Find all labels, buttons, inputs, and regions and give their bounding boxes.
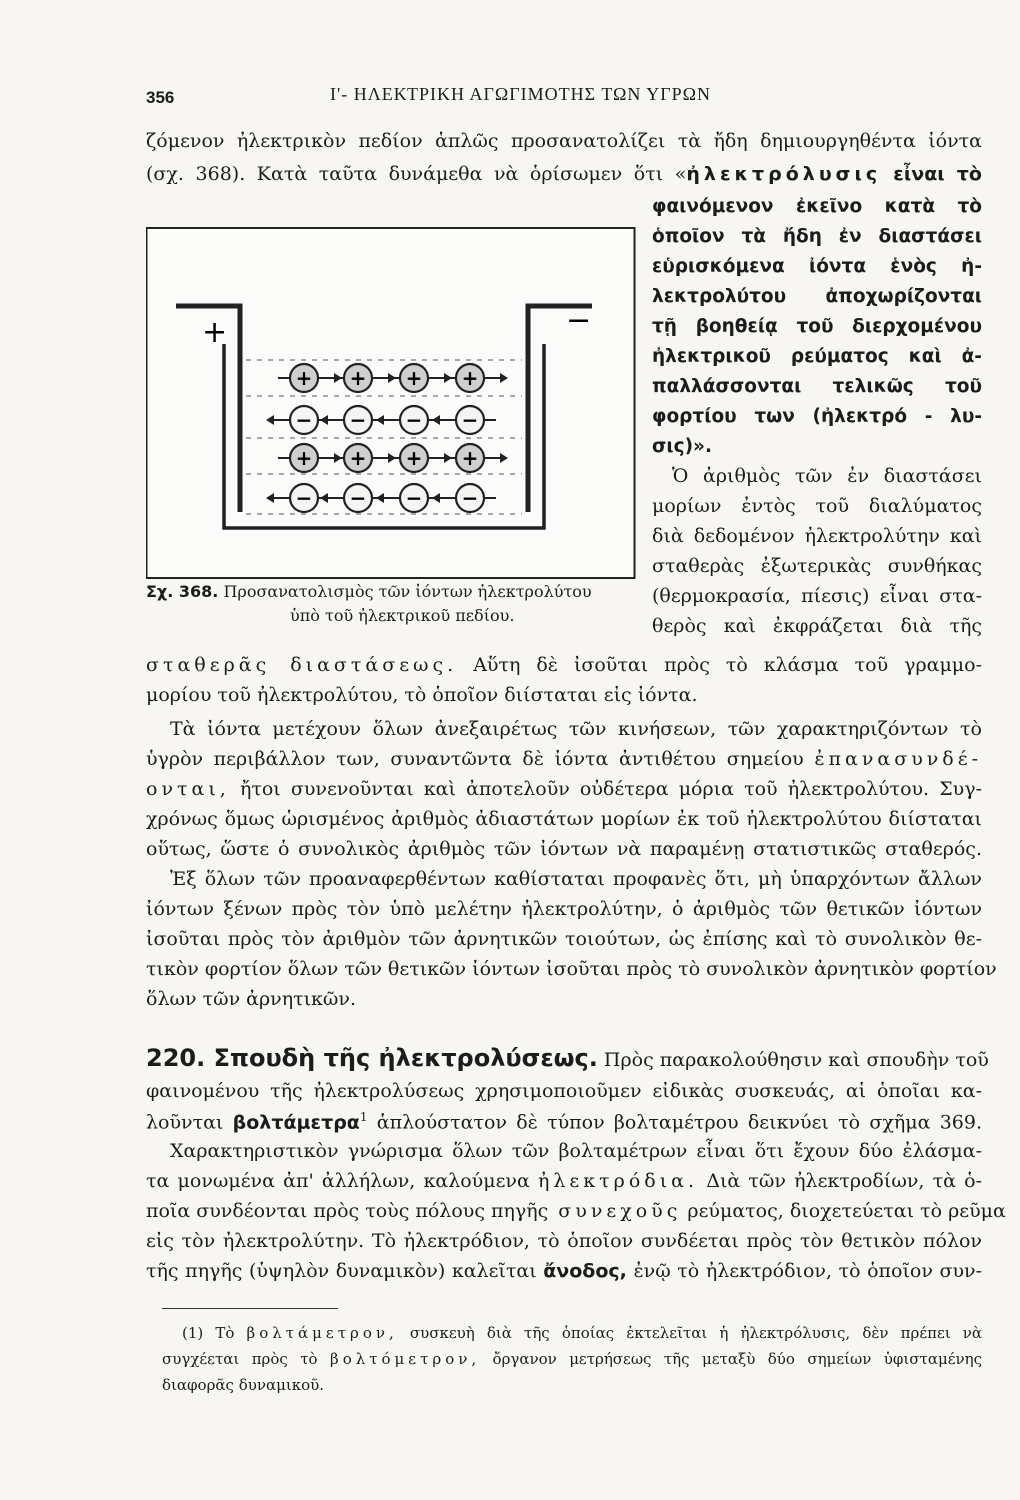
para2-line — [146, 748, 982, 770]
figure-frame — [147, 228, 635, 578]
intro-line-2-bold: εἶναι τὸ — [881, 163, 982, 185]
negative-ion-sign: − — [349, 486, 367, 510]
para2-line: χρόνως ὅμως ὡρισμένος ἀριθμὸς ἀδιαστάτων μορίων ἐκ τοῦ ἠλεκτρολύτου διίσταται — [146, 808, 982, 830]
footnote-text: συσκευὴ διὰ τῆς ὁποίας ἐκτελεῖται ἡ ἠλεκτρόλυσις, δὲν πρέπει νὰ — [397, 1324, 982, 1342]
definition-line: λεκτρολύτου ἀποχωρίζονται — [652, 286, 982, 307]
term-voltmeter: βολτόμετρον, — [330, 1350, 481, 1368]
term-anode: ἄνοδος, — [543, 1260, 627, 1282]
negative-ion-sign: − — [349, 408, 367, 432]
side-text-line: διὰ δεδομένον ἠλεκτρολύτην καὶ — [652, 525, 982, 547]
para2-text: ἤτοι συνενοῦνται καὶ ἀποτελοῦν οὐδέτερα μόρια τοῦ ἠλεκτρολύτου. Συγ- — [229, 778, 982, 800]
para2-line: ἰόντων ξένων πρὸς τὸν ὑπὸ μελέτην ἠλεκτρολύτην, ὁ ἀριθμὸς τῶν θετικῶν ἰόντων — [146, 898, 982, 920]
term-continuous: συνεχοῦς — [548, 1200, 682, 1222]
negative-ion-sign: − — [405, 408, 423, 432]
footnote-line: διαφορᾶς δυναμικοῦ. — [162, 1376, 325, 1394]
para1-line-1-text: Αὕτη δὲ ἰσοῦται πρὸς τὸ κλάσμα τοῦ γραμμο- — [457, 654, 983, 676]
definition-line: τῇ βοηθείᾳ τοῦ διερχομένου — [652, 316, 982, 337]
para2-line: ἰσοῦται πρὸς τὸν ἀριθμὸν τῶν ἀρνητικῶν τοιούτων, ὡς ἐπίσης καὶ τὸ συνολικὸν θε- — [146, 928, 982, 950]
definition-line: παλλάσσονται τελικῶς τοῦ — [652, 376, 982, 397]
para1-line-2: μορίου τοῦ ἠλεκτρολύτου, τὸ ὁποῖον διίσταται εἰς ἰόντα. — [146, 684, 698, 706]
section-text: ποῖα συνδέονται πρὸς τοὺς πόλους πηγῆς — [146, 1200, 549, 1222]
footnote-rule — [162, 1308, 338, 1309]
positive-ion-sign: + — [405, 446, 423, 470]
footnote-text: (1) Τὸ — [182, 1324, 247, 1342]
figure-368 — [146, 226, 636, 580]
para2-line — [146, 778, 982, 800]
term-electrolysis: ἠλεκτρόλυσις — [686, 163, 882, 185]
definition-line: ὁποῖον τὰ ἤδη ἐν διαστάσει — [652, 226, 982, 247]
figure-caption — [146, 582, 592, 601]
term-recombine-cont: ονται, — [146, 778, 230, 800]
para2-line: τικὸν φορτίον ὅλων τῶν θετικῶν ἰόντων ἰσοῦται πρὸς τὸ συνολικὸν ἀρνητικὸν φορτίον — [146, 958, 997, 980]
electrolysis-diagram — [146, 226, 636, 580]
section-line — [146, 1110, 982, 1133]
para2-line: Τὰ ἰόντα μετέχουν ὅλων ἀνεξαιρέτως τῶν κινήσεων, τῶν χαρακτηριζόντων τὸ — [170, 718, 982, 740]
term-voltameter: βολτάμετρον, — [246, 1324, 398, 1342]
term-recombine: ἐπανασυνδέ- — [814, 748, 982, 770]
footnote-line — [162, 1350, 982, 1368]
section-text: Διὰ τῶν ἠλεκτροδίων, τὰ ὁ- — [698, 1170, 982, 1192]
positive-ion-sign: + — [461, 446, 479, 470]
term-voltameters: βολτάμετρα — [232, 1111, 360, 1134]
para2-line: Ἐξ ὅλων τῶν προαναφερθέντων καθίσταται προφανὲς ὅτι, μὴ ὑπαρχόντων ἄλλων — [170, 868, 982, 890]
side-text-line: μορίων ἐντὸς τοῦ διαλύματος — [652, 495, 982, 517]
positive-ion-sign: + — [349, 446, 367, 470]
section-220-heading-line — [146, 1044, 989, 1072]
term-constant-dissociation: σταθερᾶς διαστάσεως. — [146, 654, 458, 676]
section-line — [146, 1170, 982, 1192]
section-line: εἰς τὸν ἠλεκτρολύτην. Τὸ ἠλεκτρόδιον, τὸ ὁποῖον συνδέεται πρὸς τὸν θετικὸν πόλον — [146, 1230, 982, 1252]
positive-ion-sign: + — [295, 366, 313, 390]
definition-line: ἠλεκτρικοῦ ρεύματος καὶ ἀ- — [652, 346, 982, 367]
minus-terminal-label: − — [566, 303, 592, 338]
figure-caption-line-2: ὑπὸ τοῦ ἠλεκτρικοῦ πεδίου. — [290, 606, 515, 625]
positive-ion-sign: + — [295, 446, 313, 470]
section-title: 220. Σπουδὴ τῆς ἠλεκτρολύσεως. — [146, 1044, 598, 1072]
negative-ion-sign: − — [405, 486, 423, 510]
side-text-line: Ὁ ἀριθμὸς τῶν ἐν διαστάσει — [672, 465, 982, 487]
section-text: τα μονωμένα ἀπ' ἀλλήλων, καλούμενα — [146, 1170, 538, 1192]
intro-line-1: ζόμενον ἠλεκτρικὸν πεδίον ἁπλῶς προσανατολίζει τὰ ἤδη δημιουργηθέντα ἰόντα — [146, 130, 982, 152]
section-text: Πρὸς παρακολούθησιν καὶ σπουδὴν τοῦ — [597, 1049, 989, 1071]
plus-terminal-label: + — [202, 315, 228, 350]
side-text-line: θερὸς καὶ ἐκφράζεται διὰ τῆς — [652, 615, 982, 637]
para2-text: ὑγρὸν περιβάλλον των, συναντῶντα δὲ ἰόντα ἀντιθέτου σημείου — [146, 748, 815, 770]
section-text: τῆς πηγῆς (ὑψηλὸν δυναμικὸν) καλεῖται — [146, 1260, 544, 1282]
para1-line-1 — [146, 654, 982, 676]
section-text: ἁπλούστατον δὲ τύπον βολταμέτρου δεικνύει τὸ σχῆμα 369. — [367, 1111, 982, 1134]
positive-ion-sign: + — [349, 366, 367, 390]
para2-line: οὕτως, ὥστε ὁ συνολικὸς ἀριθμὸς τῶν ἰόντων νὰ παραμένῃ στατιστικῶς σταθερός. — [146, 838, 982, 860]
positive-ion-sign: + — [461, 366, 479, 390]
page-number: 356 — [146, 88, 175, 107]
section-line: Χαρακτηριστικὸν γνώρισμα ὅλων τῶν βολταμέτρων εἶναι ὅτι ἔχουν δύο ἐλάσμα- — [170, 1140, 982, 1162]
definition-line: σις)». — [652, 436, 713, 457]
section-text: ρεύματος, διοχετεύεται τὸ ρεῦμα — [681, 1200, 1006, 1222]
negative-ion-sign: − — [461, 486, 479, 510]
intro-line-2 — [146, 163, 982, 185]
negative-ion-sign: − — [461, 408, 479, 432]
section-text: ἐνῷ τὸ ἠλεκτρόδιον, τὸ ὁποῖον συν- — [626, 1260, 982, 1282]
footnote-line — [182, 1324, 982, 1342]
footnote-text: ὄργανον μετρήσεως τῆς μεταξὺ δύο σημείων ὑφισταμένης — [480, 1350, 982, 1368]
para2-line: ὅλων τῶν ἀρνητικῶν. — [146, 988, 357, 1010]
definition-line: φορτίου των (ἠλεκτρό - λυ- — [652, 406, 982, 427]
side-text-line: (θερμοκρασία, πίεσις) εἶναι στα- — [652, 585, 982, 607]
figure-label: Σχ. 368. — [146, 582, 219, 601]
side-text-line: σταθερὰς ἐξωτερικὰς συνθήκας — [652, 555, 982, 577]
figure-caption-text: Προσανατολισμὸς τῶν ἰόντων ἠλεκτρολύτου — [223, 582, 592, 601]
section-line — [146, 1200, 1006, 1222]
section-text: λοῦνται — [146, 1111, 233, 1134]
definition-line: εὑρισκόμενα ἰόντα ἑνὸς ἠ- — [652, 256, 982, 277]
footnote-ref: 1 — [359, 1110, 368, 1124]
section-line: φαινομένου τῆς ἠλεκτρολύσεως χρησιμοποιοῦμεν εἰδικὰς συσκευάς, αἱ ὁποῖαι κα- — [146, 1080, 982, 1102]
section-line — [146, 1260, 982, 1282]
running-header: Ι'- ΗΛΕΚΤΡΙΚΗ ΑΓΩΓΙΜΟΤΗΣ ΤΩΝ ΥΓΡΩΝ — [330, 84, 711, 104]
positive-ion-sign: + — [405, 366, 423, 390]
intro-line-2-text: (σχ. 368). Κατὰ ταῦτα δυνάμεθα νὰ ὁρίσωμεν ὅτι « — [146, 163, 687, 185]
negative-ion-sign: − — [295, 486, 313, 510]
term-electrodes: ἠλεκτρόδια. — [538, 1170, 699, 1192]
footnote-text: συγχέεται πρὸς τὸ — [162, 1350, 331, 1368]
definition-line: φαινόμενον ἐκεῖνο κατὰ τὸ — [652, 196, 982, 217]
negative-ion-sign: − — [295, 408, 313, 432]
